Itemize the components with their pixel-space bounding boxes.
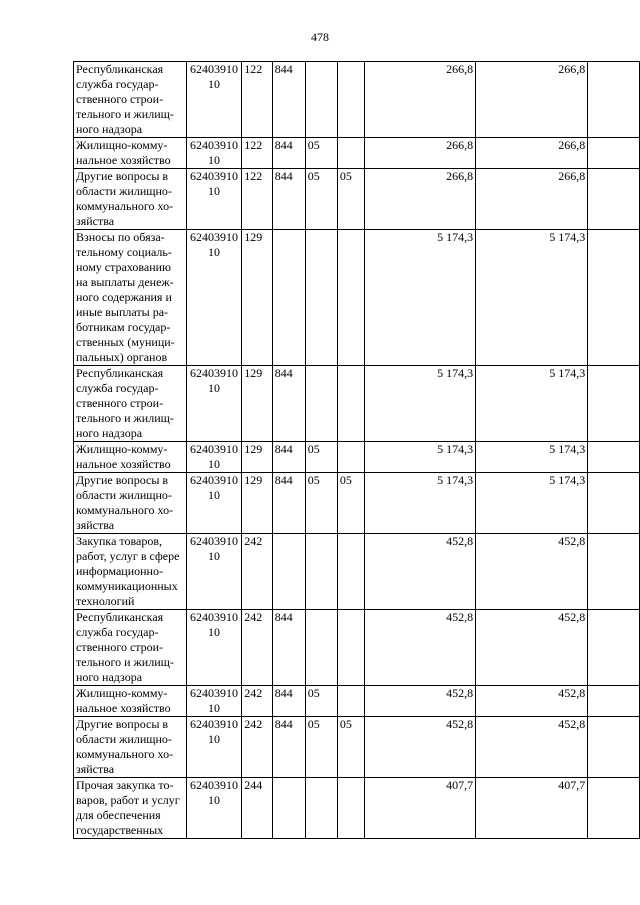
row-grbs-code: 844 (272, 138, 305, 169)
row-section-code (305, 534, 337, 610)
row-expense-type: 129 (242, 230, 273, 366)
row-extra (588, 230, 640, 366)
row-target-code: 62403910 10 (186, 442, 242, 473)
row-sum-1: 266,8 (364, 138, 475, 169)
row-target-code: 62403910 10 (186, 717, 242, 778)
row-expense-type: 242 (242, 610, 273, 686)
row-extra (588, 534, 640, 610)
table-row (74, 717, 640, 778)
row-name: Жилищно-комму- нальное хозяйство (74, 138, 187, 169)
row-grbs-code (272, 778, 305, 839)
row-section-code (305, 778, 337, 839)
row-grbs-code: 844 (272, 717, 305, 778)
row-sum-2: 5 174,3 (476, 366, 588, 442)
row-target-code: 62403910 10 (186, 169, 242, 230)
row-sum-2: 266,8 (476, 138, 588, 169)
row-expense-type: 242 (242, 717, 273, 778)
row-target-code: 62403910 10 (186, 62, 242, 138)
row-sum-2: 452,8 (476, 534, 588, 610)
row-name: Взносы по обяза- тельному социаль- ному страхованию на выплаты денеж- ного содержания и иные выплаты ра- ботникам государ- ственных (муници- пальных) органов (74, 230, 187, 366)
table-row (74, 62, 640, 138)
row-sum-2: 452,8 (476, 610, 588, 686)
row-name: Республиканская служба государ- ственного строи- тельного и жилищ- ного надзора (74, 366, 187, 442)
row-subsection-code (337, 230, 364, 366)
row-subsection-code (337, 138, 364, 169)
row-name: Закупка товаров, работ, услуг в сфере информационно- коммуникационных технологий (74, 534, 187, 610)
row-section-code: 05 (305, 442, 337, 473)
table-row (74, 473, 640, 534)
table-body (74, 62, 640, 839)
table-row (74, 686, 640, 717)
row-expense-type: 129 (242, 442, 273, 473)
row-sum-1: 452,8 (364, 610, 475, 686)
row-subsection-code (337, 534, 364, 610)
row-name: Прочая закупка то- варов, работ и услуг для обеспечения государственных (74, 778, 187, 839)
row-sum-2: 5 174,3 (476, 442, 588, 473)
row-extra (588, 686, 640, 717)
row-subsection-code (337, 442, 364, 473)
table-row (74, 138, 640, 169)
row-target-code: 62403910 10 (186, 366, 242, 442)
table-row (74, 442, 640, 473)
row-expense-type: 122 (242, 138, 273, 169)
row-expense-type: 122 (242, 169, 273, 230)
row-sum-1: 5 174,3 (364, 230, 475, 366)
table-row (74, 534, 640, 610)
row-section-code (305, 610, 337, 686)
table-row (74, 230, 640, 366)
row-section-code: 05 (305, 473, 337, 534)
row-sum-1: 452,8 (364, 717, 475, 778)
row-name: Республиканская служба государ- ственного строи- тельного и жилищ- ного надзора (74, 62, 187, 138)
row-extra (588, 778, 640, 839)
row-subsection-code (337, 62, 364, 138)
row-sum-1: 266,8 (364, 62, 475, 138)
row-grbs-code: 844 (272, 473, 305, 534)
row-extra (588, 473, 640, 534)
row-sum-2: 452,8 (476, 717, 588, 778)
table-row (74, 610, 640, 686)
row-sum-1: 452,8 (364, 686, 475, 717)
row-section-code: 05 (305, 686, 337, 717)
row-sum-2: 407,7 (476, 778, 588, 839)
row-target-code: 62403910 10 (186, 610, 242, 686)
row-subsection-code: 05 (337, 169, 364, 230)
row-extra (588, 366, 640, 442)
row-section-code (305, 366, 337, 442)
row-subsection-code (337, 366, 364, 442)
page-number: 478 (311, 30, 329, 44)
row-sum-2: 452,8 (476, 686, 588, 717)
row-section-code (305, 62, 337, 138)
row-extra (588, 62, 640, 138)
budget-table (73, 61, 640, 839)
row-sum-2: 5 174,3 (476, 230, 588, 366)
row-subsection-code: 05 (337, 717, 364, 778)
row-name: Жилищно-комму- нальное хозяйство (74, 686, 187, 717)
row-expense-type: 122 (242, 62, 273, 138)
row-target-code: 62403910 10 (186, 686, 242, 717)
row-grbs-code: 844 (272, 686, 305, 717)
row-expense-type: 129 (242, 473, 273, 534)
row-extra (588, 717, 640, 778)
row-name: Другие вопросы в области жилищно- коммунального хо- зяйства (74, 717, 187, 778)
row-extra (588, 138, 640, 169)
row-target-code: 62403910 10 (186, 473, 242, 534)
row-subsection-code: 05 (337, 473, 364, 534)
row-grbs-code: 844 (272, 610, 305, 686)
row-sum-2: 5 174,3 (476, 473, 588, 534)
row-grbs-code: 844 (272, 442, 305, 473)
row-name: Другие вопросы в области жилищно- коммунального хо- зяйства (74, 473, 187, 534)
row-sum-1: 5 174,3 (364, 473, 475, 534)
row-target-code: 62403910 10 (186, 138, 242, 169)
row-expense-type: 244 (242, 778, 273, 839)
table-row (74, 778, 640, 839)
row-subsection-code (337, 686, 364, 717)
row-sum-1: 452,8 (364, 534, 475, 610)
row-subsection-code (337, 610, 364, 686)
row-subsection-code (337, 778, 364, 839)
row-sum-1: 5 174,3 (364, 442, 475, 473)
row-section-code: 05 (305, 717, 337, 778)
row-section-code (305, 230, 337, 366)
table-row (74, 169, 640, 230)
row-target-code: 62403910 10 (186, 230, 242, 366)
row-sum-1: 5 174,3 (364, 366, 475, 442)
row-target-code: 62403910 10 (186, 778, 242, 839)
row-name: Другие вопросы в области жилищно- коммунального хо- зяйства (74, 169, 187, 230)
row-sum-1: 407,7 (364, 778, 475, 839)
row-sum-1: 266,8 (364, 169, 475, 230)
row-name: Жилищно-комму- нальное хозяйство (74, 442, 187, 473)
row-grbs-code (272, 534, 305, 610)
row-target-code: 62403910 10 (186, 534, 242, 610)
row-expense-type: 242 (242, 686, 273, 717)
row-grbs-code (272, 230, 305, 366)
row-sum-2: 266,8 (476, 62, 588, 138)
row-grbs-code: 844 (272, 169, 305, 230)
row-section-code: 05 (305, 169, 337, 230)
row-extra (588, 442, 640, 473)
row-extra (588, 169, 640, 230)
row-sum-2: 266,8 (476, 169, 588, 230)
row-extra (588, 610, 640, 686)
row-grbs-code: 844 (272, 62, 305, 138)
row-section-code: 05 (305, 138, 337, 169)
row-grbs-code: 844 (272, 366, 305, 442)
table-row (74, 366, 640, 442)
row-name: Республиканская служба государ- ственного строи- тельного и жилищ- ного надзора (74, 610, 187, 686)
row-expense-type: 242 (242, 534, 273, 610)
row-expense-type: 129 (242, 366, 273, 442)
